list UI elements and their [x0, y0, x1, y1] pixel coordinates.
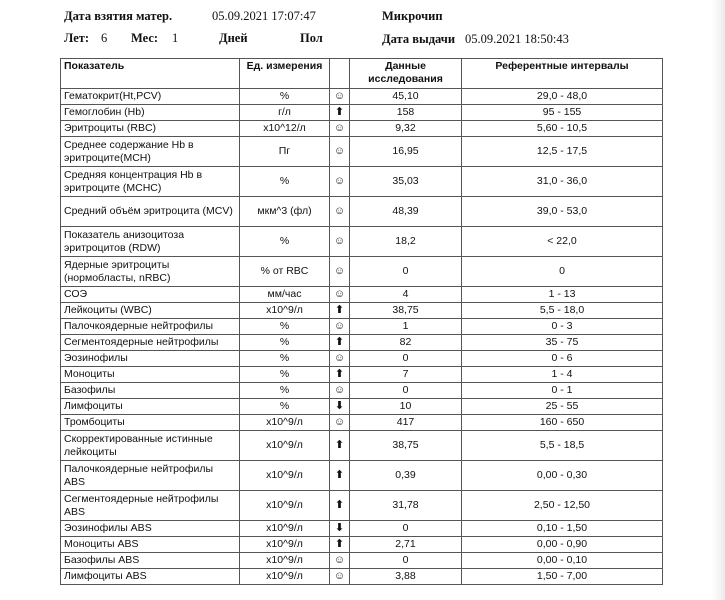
arrow-up-icon: ⬆: [334, 304, 345, 316]
table-row: [61, 367, 663, 383]
results-table: [60, 58, 663, 585]
table-row: [61, 89, 663, 105]
result-value-cell: 0: [350, 553, 462, 569]
arrow-up-icon: ⬆: [334, 439, 345, 451]
indicator-cell: [330, 521, 350, 537]
result-value-cell: 38,75: [350, 431, 462, 461]
table-row: [61, 383, 663, 399]
results-body: [61, 89, 663, 585]
reference-range-cell: 35 - 75: [462, 335, 663, 351]
age-days-label: Дней: [219, 31, 248, 45]
parameter-name-cell: Моноциты: [61, 367, 240, 383]
table-row: [61, 521, 663, 537]
result-value-cell: 7: [350, 367, 462, 383]
parameter-name-cell: Скорректированные истинные лейкоциты: [61, 431, 240, 461]
reference-range-cell: 25 - 55: [462, 399, 663, 415]
indicator-cell: [330, 303, 350, 319]
table-row: [61, 319, 663, 335]
unit-cell: x10^9/л: [240, 415, 330, 431]
indicator-cell: [330, 383, 350, 399]
result-value-cell: 45,10: [350, 89, 462, 105]
indicator-cell: [330, 367, 350, 383]
table-row: [61, 351, 663, 367]
indicator-cell: [330, 431, 350, 461]
result-value-cell: 10: [350, 399, 462, 415]
reference-range-cell: 0,00 - 0,10: [462, 553, 663, 569]
reference-range-cell: 95 - 155: [462, 105, 663, 121]
table-row: [61, 335, 663, 351]
result-value-cell: 4: [350, 287, 462, 303]
indicator-cell: [330, 537, 350, 553]
indicator-cell: [330, 461, 350, 491]
parameter-name-cell: Базофилы ABS: [61, 553, 240, 569]
parameter-name-cell: Ядерные эритроциты (нормобласты, nRBC): [61, 257, 240, 287]
smiley-icon: ☺: [333, 122, 346, 134]
smiley-icon: ☺: [333, 145, 346, 157]
parameter-name-cell: Лимфоциты: [61, 399, 240, 415]
unit-cell: мкм^3 (фл): [240, 197, 330, 227]
unit-cell: x10^9/л: [240, 553, 330, 569]
sample-date-row: [64, 9, 172, 24]
unit-cell: г/л: [240, 105, 330, 121]
reference-range-cell: 39,0 - 53,0: [462, 197, 663, 227]
reference-range-cell: 0: [462, 257, 663, 287]
indicator-cell: [330, 227, 350, 257]
parameter-name-cell: Палочкоядерные нейтрофилы: [61, 319, 240, 335]
unit-cell: x10^9/л: [240, 521, 330, 537]
result-value-cell: 0: [350, 383, 462, 399]
unit-cell: Пг: [240, 137, 330, 167]
indicator-cell: [330, 415, 350, 431]
result-value-cell: 9,32: [350, 121, 462, 137]
col-header-unit: Ед. измерения: [240, 59, 330, 89]
age-years-value: 6: [101, 31, 108, 45]
issue-date-label: Дата выдачи: [382, 32, 456, 46]
result-value-cell: 0: [350, 521, 462, 537]
indicator-cell: [330, 287, 350, 303]
smiley-icon: ☺: [333, 352, 346, 364]
unit-cell: %: [240, 383, 330, 399]
parameter-name-cell: Средняя концентрация Hb в эритроците (MCHC): [61, 167, 240, 197]
indicator-cell: [330, 121, 350, 137]
unit-cell: x10^9/л: [240, 431, 330, 461]
age-months-label: Мес:: [131, 31, 159, 45]
smiley-icon: ☺: [333, 384, 346, 396]
unit-cell: %: [240, 319, 330, 335]
parameter-name-cell: Средний объём эритроцита (MCV): [61, 197, 240, 227]
parameter-name-cell: Лейкоциты (WBC): [61, 303, 240, 319]
parameter-name-cell: Эозинофилы ABS: [61, 521, 240, 537]
result-value-cell: 35,03: [350, 167, 462, 197]
result-value-cell: 0,39: [350, 461, 462, 491]
unit-cell: %: [240, 399, 330, 415]
arrow-up-icon: ⬆: [334, 469, 345, 481]
unit-cell: %: [240, 227, 330, 257]
unit-cell: %: [240, 89, 330, 105]
reference-range-cell: 0,00 - 0,30: [462, 461, 663, 491]
table-row: [61, 287, 663, 303]
indicator-cell: [330, 491, 350, 521]
col-header-reference: Референтные интервалы: [462, 59, 663, 89]
reference-range-cell: < 22,0: [462, 227, 663, 257]
unit-cell: %: [240, 351, 330, 367]
parameter-name-cell: Эозинофилы: [61, 351, 240, 367]
reference-range-cell: 0 - 6: [462, 351, 663, 367]
col-header-parameter: Показатель: [61, 59, 240, 89]
reference-range-cell: 29,0 - 48,0: [462, 89, 663, 105]
arrow-down-icon: ⬇: [334, 400, 345, 412]
age-months-value: 1: [172, 31, 179, 45]
smiley-icon: ☺: [333, 570, 346, 582]
reference-range-cell: 1 - 4: [462, 367, 663, 383]
reference-range-cell: 5,60 - 10,5: [462, 121, 663, 137]
indicator-cell: [330, 553, 350, 569]
result-value-cell: 18,2: [350, 227, 462, 257]
smiley-icon: ☺: [333, 288, 346, 300]
arrow-up-icon: ⬆: [334, 368, 345, 380]
table-row: [61, 227, 663, 257]
unit-cell: %: [240, 167, 330, 197]
unit-cell: % от RBC: [240, 257, 330, 287]
result-value-cell: 1: [350, 319, 462, 335]
col-header-result: Данные исследования: [350, 59, 462, 89]
arrow-up-icon: ⬆: [334, 499, 345, 511]
arrow-down-icon: ⬇: [334, 522, 345, 534]
indicator-cell: [330, 89, 350, 105]
parameter-name-cell: Тромбоциты: [61, 415, 240, 431]
reference-range-cell: 0,10 - 1,50: [462, 521, 663, 537]
parameter-name-cell: Гемоглобин (Hb): [61, 105, 240, 121]
table-row: [61, 431, 663, 461]
table-row: [61, 257, 663, 287]
parameter-name-cell: Моноциты ABS: [61, 537, 240, 553]
unit-cell: мм/час: [240, 287, 330, 303]
unit-cell: x10^9/л: [240, 569, 330, 585]
table-row: [61, 537, 663, 553]
parameter-name-cell: Среднее содержание Hb в эритроците(MCH): [61, 137, 240, 167]
unit-cell: x10^9/л: [240, 537, 330, 553]
sample-date-value: 05.09.2021 17:07:47: [212, 9, 316, 23]
indicator-cell: [330, 257, 350, 287]
reference-range-cell: 12,5 - 17,5: [462, 137, 663, 167]
parameter-name-cell: СОЭ: [61, 287, 240, 303]
issue-date-value: 05.09.2021 18:50:43: [465, 32, 569, 46]
smiley-icon: ☺: [333, 320, 346, 332]
smiley-icon: ☺: [333, 554, 346, 566]
smiley-icon: ☺: [333, 205, 346, 217]
smiley-icon: ☺: [333, 416, 346, 428]
parameter-name-cell: Палочкоядерные нейтрофилы ABS: [61, 461, 240, 491]
indicator-cell: [330, 167, 350, 197]
reference-range-cell: 0 - 1: [462, 383, 663, 399]
table-row: [61, 105, 663, 121]
smiley-icon: ☺: [333, 265, 346, 277]
indicator-cell: [330, 569, 350, 585]
indicator-cell: [330, 105, 350, 121]
reference-range-cell: 0,00 - 0,90: [462, 537, 663, 553]
sample-date-label: Дата взятия матер.: [64, 9, 173, 23]
reference-range-cell: 0 - 3: [462, 319, 663, 335]
smiley-icon: ☺: [333, 235, 346, 247]
parameter-name-cell: Базофилы: [61, 383, 240, 399]
parameter-name-cell: Лимфоциты ABS: [61, 569, 240, 585]
indicator-cell: [330, 319, 350, 335]
result-value-cell: 0: [350, 257, 462, 287]
indicator-cell: [330, 137, 350, 167]
table-row: [61, 415, 663, 431]
result-value-cell: 0: [350, 351, 462, 367]
table-row: [61, 121, 663, 137]
reference-range-cell: 31,0 - 36,0: [462, 167, 663, 197]
indicator-cell: [330, 335, 350, 351]
result-value-cell: 48,39: [350, 197, 462, 227]
table-row: [61, 569, 663, 585]
table-row: [61, 303, 663, 319]
smiley-icon: ☺: [333, 175, 346, 187]
result-value-cell: 3,88: [350, 569, 462, 585]
arrow-up-icon: ⬆: [334, 106, 345, 118]
result-value-cell: 158: [350, 105, 462, 121]
result-value-cell: 38,75: [350, 303, 462, 319]
unit-cell: %: [240, 335, 330, 351]
result-value-cell: 16,95: [350, 137, 462, 167]
table-row: [61, 197, 663, 227]
unit-cell: x10^9/л: [240, 461, 330, 491]
reference-range-cell: 2,50 - 12,50: [462, 491, 663, 521]
unit-cell: x10^12/л: [240, 121, 330, 137]
unit-cell: x10^9/л: [240, 491, 330, 521]
unit-cell: %: [240, 367, 330, 383]
parameter-name-cell: Сегментоядерные нейтрофилы: [61, 335, 240, 351]
table-row: [61, 491, 663, 521]
result-value-cell: 417: [350, 415, 462, 431]
table-header-row: [61, 59, 663, 89]
smiley-icon: ☺: [333, 90, 346, 102]
table-row: [61, 137, 663, 167]
parameter-name-cell: Сегментоядерные нейтрофилы ABS: [61, 491, 240, 521]
page-edge-shadow: [711, 0, 725, 600]
indicator-cell: [330, 197, 350, 227]
reference-range-cell: 160 - 650: [462, 415, 663, 431]
result-value-cell: 31,78: [350, 491, 462, 521]
unit-cell: x10^9/л: [240, 303, 330, 319]
indicator-cell: [330, 351, 350, 367]
age-years-label: Лет:: [64, 31, 90, 45]
table-row: [61, 399, 663, 415]
table-row: [61, 461, 663, 491]
indicator-cell: [330, 399, 350, 415]
result-value-cell: 2,71: [350, 537, 462, 553]
parameter-name-cell: Показатель анизоцитоза эритроцитов (RDW): [61, 227, 240, 257]
table-row: [61, 167, 663, 197]
sex-label: Пол: [300, 31, 323, 45]
microchip-label: Микрочип: [382, 9, 443, 23]
reference-range-cell: 1 - 13: [462, 287, 663, 303]
reference-range-cell: 1,50 - 7,00: [462, 569, 663, 585]
arrow-up-icon: ⬆: [334, 538, 345, 550]
table-row: [61, 553, 663, 569]
parameter-name-cell: Эритроциты (RBC): [61, 121, 240, 137]
reference-range-cell: 5,5 - 18,5: [462, 431, 663, 461]
arrow-up-icon: ⬆: [334, 336, 345, 348]
parameter-name-cell: Гематокрит(Ht,PCV): [61, 89, 240, 105]
result-value-cell: 82: [350, 335, 462, 351]
reference-range-cell: 5,5 - 18,0: [462, 303, 663, 319]
col-header-indicator: [330, 59, 350, 89]
